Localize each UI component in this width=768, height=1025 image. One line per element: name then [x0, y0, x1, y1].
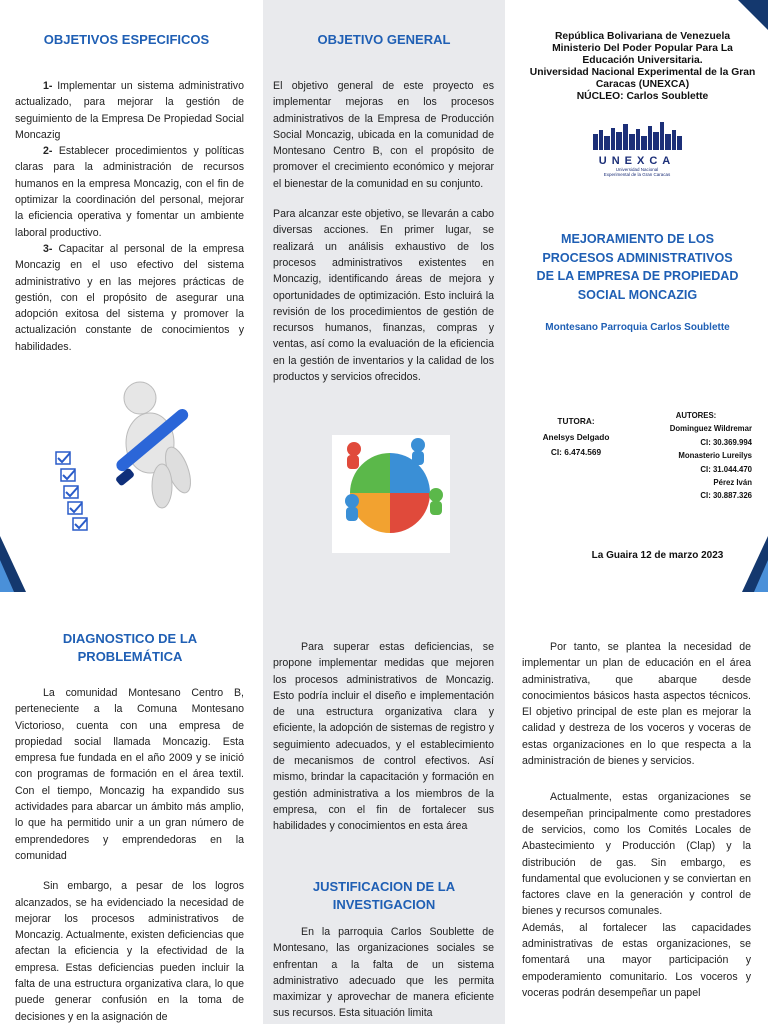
objetivo-item: 3- Capacitar al personal de la empresa Moncazig en el uso efectivo del sistema administrativo y en las mejores prácticas de gestión, con el propósito de asegurar una adopción exitosa del sistema y promover la actualización constante de conocimientos y habilidades.	[15, 242, 245, 353]
tutora-label: TUTORA:	[557, 416, 595, 426]
puzzle-teamwork-illustration	[332, 435, 450, 553]
objetivo-general-title: OBJETIVO GENERAL	[317, 32, 451, 47]
tutora-block	[533, 414, 619, 461]
objetivos-especificos-title: OBJETIVOS ESPECIFICOS	[43, 32, 210, 47]
header-line: NÚCLEO: Carlos Soublette	[576, 91, 709, 102]
paragraph: Además, al fortalecer las capacidades administrativas de estas organizaciones, se fomentará una mayor participación y empoderamiento comunitario. Los voceros y voceras podrán desempeñar un papel	[522, 921, 751, 999]
diagnostico-text	[15, 685, 244, 1025]
project-title: MEJORAMIENTO DE LOS PROCESOS ADMINISTRATIVOS DE LA EMPRESA DE PROPIEDAD SOCIAL MONCAZIG	[536, 232, 739, 302]
paragraph: Por tanto, se plantea la necesidad de implementar un plan de educación en el área administrativa, que abarque desde conocimientos básicos hasta aspectos técnicos. El objetivo principal de este plan es mejorar la calidad y destreza de los voceros y voceras de estas organizaciones en lo que respecta a la administración de bienes y servicios.	[522, 641, 751, 768]
right-bottom-text	[522, 639, 751, 1001]
author-line: CI: 30.887.326	[700, 491, 752, 501]
paragraph: En la parroquia Carlos Soublette de Montesano, las organizaciones sociales se enfrentan a la falta de un sistema administrativo adecuado que les permita maximizar y aprovechar de manera eficiente sus recursos. Esta situación limita	[273, 926, 494, 1020]
author-line: CI: 31.044.470	[700, 464, 752, 474]
logo-subtitle: Universidad Nacional Experimental de la Gran Caracas	[603, 167, 671, 177]
paragraph: Sin embargo, a pesar de los logros alcanzados, se ha evidenciado la necesidad de mejorar los procesos administrativos de Moncazig. Actualmente, existen deficiencias que afectan la eficiencia y la efectividad de la empresa. Estas deficiencias pueden incluir la falta de una estructura organizativa clara, lo que puede generar confusión en la toma de decisiones y en la asignación de	[15, 880, 244, 1023]
paragraph: Actualmente, estas organizaciones se desempeñan principalmente como prestadores de servicios, como los Comités Locales de Abastecimiento y Producción (Clap) y la distribución de gas. Sin embargo, es fundamental que evolucionen y se conviertan en factores clave en la generación y control de bienes y recursos comunales.	[522, 791, 751, 918]
tutora-name: Anelsys Delgado	[542, 431, 610, 442]
autores-label: AUTORES:	[675, 411, 717, 420]
panel-justificacion	[263, 594, 505, 1024]
logo-wordmark: UNEXCA	[598, 155, 676, 167]
objetivo-general-text	[273, 78, 494, 385]
paragraph: Para alcanzar este objetivo, se llevarán a cabo diversas acciones. En primer lugar, se realizará un análisis exhaustivo de los procesos administrativos existentes en Moncazig, identificando áreas de mejora y oportunidades de optimización. Esto incluirá la revisión de los procedimientos de gestión de recursos humanos, finanzas, compras y ventas, así como la evaluación de la eficiencia en la gestión de inventarios y la calidad de los productos y servicios ofrecidos.	[273, 208, 494, 384]
panel-objetivos-especificos	[0, 0, 263, 594]
author-line: Dominguez Wildremar	[669, 424, 752, 434]
middle-bottom-text	[273, 639, 494, 835]
institution-header	[525, 31, 760, 103]
header-line: República Bolivariana de Venezuela	[554, 31, 731, 42]
paragraph: Para superar estas deficiencias, se propone implementar medidas que mejoren los procesos administrativos de Moncazig. Esto podría incluir el diseño e implementación de una estructura organizativa clara y eficiente, la adopción de sistemas de registro y seguimiento adecuados, y el establecimiento de mecanismos de control efectivos. Así mismo, brindar la capacitación y formación en gestión administrativa a los miembros de la empresa, con el fin de fortalecer sus habilidades y conocimientos en esta área	[273, 641, 494, 833]
decorative-stripe	[754, 560, 768, 592]
unexca-logo	[591, 120, 683, 176]
justificacion-text	[273, 924, 494, 1022]
skyline-icon	[591, 120, 683, 150]
header-line: Universidad Nacional Experimental de la Gran Caracas (UNEXCA)	[529, 67, 756, 90]
author-line: Monasterio Lureilys	[678, 451, 752, 461]
objetivos-list	[15, 78, 244, 355]
decorative-stripe	[0, 560, 14, 592]
project-subtitle: Montesano Parroquia Carlos Soublette	[545, 322, 730, 333]
autores-block	[640, 409, 752, 503]
objetivo-item: 2- Establecer procedimientos y políticas claras para la administración de recursos humanos en la empresa Moncazig, con el fin de optimizar la coordinación del personal, mejorar la eficiencia operativa y fomentar un ambiente laboral productivo.	[15, 145, 244, 239]
diagnostico-title: DIAGNOSTICO DE LA PROBLEMÁTICA	[62, 631, 198, 664]
cover-date: La Guaira 12 de marzo 2023	[591, 550, 724, 561]
checklist-illustration	[50, 378, 212, 534]
objetivo-item: 1- Implementar un sistema administrativo actualizado, para mejorar la gestión de seguimiento de la Empresa De Propiedad Social Moncazig	[15, 80, 244, 141]
panel-diagnostico	[0, 594, 263, 1024]
header-line: Ministerio Del Poder Popular Para La Educación Universitaria.	[552, 43, 733, 66]
justificacion-title: JUSTIFICACION DE LA INVESTIGACION	[312, 879, 456, 912]
decorative-corner-stripe	[738, 0, 768, 30]
paragraph: El objetivo general de este proyecto es implementar mejoras en los procesos administrativos de la Empresa de Producción Social Moncazig, ubicada en la comunidad de Montesano Centro B, con el propósito de promover el crecimiento económico y mejorar el bienestar de la comunidad en su conjunto.	[273, 80, 494, 190]
author-line: Pérez Iván	[713, 478, 752, 488]
panel-plan-educacion	[505, 594, 768, 1024]
author-line: CI: 30.369.994	[700, 437, 752, 447]
panel-objetivo-general	[263, 0, 505, 594]
paragraph: La comunidad Montesano Centro B, perteneciente a la Comuna Montesano Victorioso, cuenta con una empresa de propiedad social llamada Moncazig. Esta empresa fue fundada en el año 2009 y se inició con programas de formación en el área textil. Con el tiempo, Moncazig ha expandido sus actividades para abarcar un ámbito más amplio, lo que ha permitido unir a un gran número de emprendedores y emprendedoras en la comunidad	[15, 687, 244, 862]
tutora-ci: CI: 6.474.569	[550, 447, 602, 457]
panel-cover	[505, 0, 768, 594]
